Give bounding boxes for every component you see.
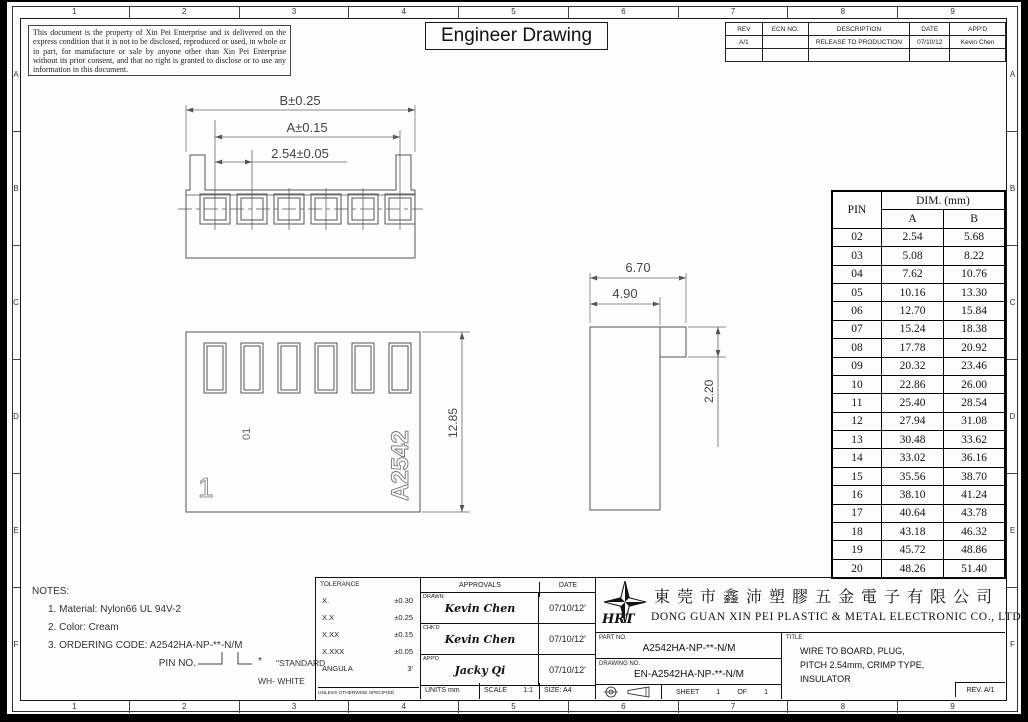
border-col-label: 6 <box>568 701 678 713</box>
dim-table-cell: 5.08 <box>881 247 943 265</box>
dim-table-cell: 27.94 <box>881 412 943 430</box>
revision-header-row <box>726 23 1006 36</box>
dim-table-cell: 28.54 <box>944 394 1005 412</box>
approval-role: DRAWN <box>423 594 444 600</box>
sheet-label: SHEET <box>676 688 700 696</box>
dim-table-row <box>832 228 1005 246</box>
border-col-label: 8 <box>787 701 897 713</box>
dim-table-row <box>832 283 1005 301</box>
border-col-label: 7 <box>678 6 788 18</box>
dim-table-cell: 20.92 <box>944 339 1005 357</box>
rev-table-row <box>726 36 1006 49</box>
drawing-no-label: DRAWING NO. <box>599 661 641 667</box>
dim-table-cell: 31.08 <box>944 412 1005 430</box>
dim-table-row <box>832 467 1005 485</box>
molded-label-01: 01 <box>241 427 253 440</box>
tolerance-value: ±0.25 <box>394 613 413 622</box>
dim-b-text: B±0.25 <box>279 93 321 108</box>
dim-table-cell: 11 <box>832 394 881 412</box>
dim-table-row <box>832 375 1005 393</box>
dim-table-cell: 03 <box>832 247 881 265</box>
note-item: 3. ORDERING CODE: A2542HA-NP-**-N/M <box>48 640 243 651</box>
rev-table-cell: RELEASE TO PRODUCTION <box>808 36 910 49</box>
dim-table-cell: 48.86 <box>944 541 1005 559</box>
dim-table-cell: 43.78 <box>944 504 1005 522</box>
rev-table-cell <box>726 49 763 62</box>
dim-table-cell: 13.30 <box>944 283 1005 301</box>
company-name-cn: 東莞市鑫沛塑膠五金電子有限公司 <box>654 589 1000 606</box>
front-slots <box>204 343 411 393</box>
border-col-label: 1 <box>72 7 77 16</box>
dim-table-cell: 8.22 <box>944 247 1005 265</box>
dim-table-row <box>832 339 1005 357</box>
part-no-label: PART NO. <box>599 635 627 641</box>
of-label: OF <box>737 688 748 696</box>
part-no-cell <box>596 633 782 659</box>
border-row-label: B <box>12 131 20 245</box>
dim-table-cell: 48.26 <box>881 559 943 578</box>
dim-table-row <box>832 449 1005 467</box>
approval-role: APP'D <box>423 656 440 662</box>
approval-row <box>421 593 596 624</box>
dim-tab-text: 2.20 <box>702 379 716 403</box>
border-col-label: 2 <box>129 701 239 713</box>
dim-table-cell: 15.24 <box>881 320 943 338</box>
dim-table-cell: 16 <box>832 486 881 504</box>
dim-table-cell: 09 <box>832 357 881 375</box>
tolerance-row <box>316 592 419 609</box>
dim-table-cell: 26.00 <box>944 375 1005 393</box>
dim-table-cell: 33.62 <box>944 431 1005 449</box>
border-col-label: 9 <box>897 6 1007 18</box>
rev-box: REV. A/1 <box>955 682 1005 697</box>
sheet-num: 1 <box>716 688 721 696</box>
dim-table-row <box>832 504 1005 522</box>
projection-cone-icon <box>627 686 653 698</box>
tolerance-row <box>316 626 419 643</box>
tolerance-value: 3' <box>407 664 413 673</box>
border-row-label: C <box>1007 245 1018 359</box>
size-label: SIZE: A4 <box>539 683 596 699</box>
scale-cell <box>479 683 539 699</box>
col-a-header: A <box>881 210 943 228</box>
dim-table-cell: 25.40 <box>881 394 943 412</box>
drawing-title-line: WIRE TO BOARD, PLUG, <box>800 646 905 656</box>
border-col-label: 5 <box>458 6 568 18</box>
dim-table-cell: 33.02 <box>881 449 943 467</box>
dim-table-cell: 12 <box>832 412 881 430</box>
star-label: * <box>258 656 262 667</box>
molded-label-model: A2542 <box>387 430 414 501</box>
approvals-header: APPROVALS <box>459 582 501 589</box>
front-body-outline <box>186 332 420 512</box>
border-col-label: 2 <box>129 6 239 18</box>
dim-table-cell: 06 <box>832 302 881 320</box>
dim-table-row <box>832 523 1005 541</box>
dim-table-row <box>832 486 1005 504</box>
approval-date: 07/10/12' <box>538 624 596 654</box>
dim-table-cell: 18 <box>832 523 881 541</box>
part-no-value: A2542HA-NP-**-N/M <box>642 643 736 654</box>
dim-body-text: 4.90 <box>612 286 638 301</box>
border-cols-top <box>20 6 1007 18</box>
dim-table-row <box>832 541 1005 559</box>
border-row-label: F <box>1007 587 1018 701</box>
front-view-drawing <box>180 325 480 520</box>
rev-table-row <box>726 49 1006 62</box>
vertical-centerlines <box>215 120 400 230</box>
approvals-header-row <box>421 578 596 593</box>
company-box <box>596 578 1025 633</box>
date-col-header: DATE <box>910 23 950 36</box>
border-row-label: C <box>12 245 20 359</box>
tolerance-value: ±0.30 <box>394 596 413 605</box>
dim-table-cell: 35.56 <box>881 467 943 485</box>
dim-table-cell: 20 <box>832 559 881 578</box>
dim-table-cell: 2.54 <box>881 228 943 246</box>
side-body-outline <box>590 327 660 510</box>
col-b-header: B <box>944 210 1005 228</box>
dim-table-cell: 07 <box>832 320 881 338</box>
border-row-label: D <box>12 359 20 473</box>
tolerance-box <box>316 578 421 699</box>
dim-table-cell: 41.24 <box>944 486 1005 504</box>
units-label: UNITS mm <box>425 687 460 694</box>
note-item: 1. Material: Nylon66 UL 94V-2 <box>48 604 182 615</box>
tolerance-value: ±0.15 <box>394 630 413 639</box>
dim-table-row <box>832 302 1005 320</box>
dim-table-cell: 14 <box>832 449 881 467</box>
rev-table-cell: Kevin Chen <box>950 36 1006 49</box>
approval-rows <box>421 593 596 686</box>
dim-table-cell: 02 <box>832 228 881 246</box>
border-col-label: 4 <box>348 701 458 713</box>
projection-circle-icon <box>604 686 618 698</box>
border-col-label: 7 <box>678 701 788 713</box>
scale-label: SCALE <box>484 687 507 694</box>
dim-table-cell: 15.84 <box>944 302 1005 320</box>
tolerance-row <box>316 609 419 626</box>
title-box <box>782 633 1005 699</box>
dim-mm-header: DIM. (mm) <box>881 191 1005 210</box>
border-col-label: 3 <box>239 701 349 713</box>
rev-col-header: REV <box>726 23 763 36</box>
notes-title: NOTES: <box>32 586 70 597</box>
border-row-label: E <box>12 473 20 587</box>
tolerance-key: ANGULA <box>322 664 353 673</box>
border-col-label: 5 <box>458 701 568 713</box>
dim-table-cell: 20.32 <box>881 357 943 375</box>
title-block <box>315 577 1025 701</box>
company-logo-text: HRT <box>602 612 635 627</box>
top-view-drawing <box>175 92 480 272</box>
scale-value: 1:1 <box>523 687 533 694</box>
company-name-en: DONG GUAN XIN PEI PLASTIC & METAL ELECTRONIC CO., LTD. <box>651 611 1025 623</box>
standard-label: "STANDARD <box>276 658 326 668</box>
border-cols-bottom <box>20 701 1007 713</box>
dim-table-cell: 13 <box>832 431 881 449</box>
dim-table-cell: 23.46 <box>944 357 1005 375</box>
side-tab-outline <box>660 327 686 357</box>
rev-table-cell <box>762 49 808 62</box>
dim-table-cell: 08 <box>832 339 881 357</box>
dim-table-row <box>832 320 1005 338</box>
approvals-box <box>421 578 596 699</box>
dim-table-cell: 15 <box>832 467 881 485</box>
border-col-label: 1 <box>72 702 77 711</box>
pin-no-label: PIN NO. <box>158 658 196 669</box>
approval-date: 07/10/12' <box>538 655 596 685</box>
dim-table-row <box>832 357 1005 375</box>
rev-table-body <box>726 36 1006 62</box>
approval-signature: Kevin Chen <box>444 633 516 646</box>
tolerance-key: X.XXX <box>322 647 345 656</box>
dim-table-cell: 10.76 <box>944 265 1005 283</box>
dim-table-row <box>832 247 1005 265</box>
dim-table-cell: 43.18 <box>881 523 943 541</box>
tolerance-row <box>316 643 419 660</box>
border-col-label: 9 <box>897 701 1007 713</box>
title-label: TITLE: <box>786 635 805 641</box>
dim-table-row <box>832 394 1005 412</box>
sheet-cell <box>662 685 782 699</box>
revision-table <box>725 22 1006 62</box>
dim-table-cell: 40.64 <box>881 504 943 522</box>
tolerance-row <box>316 660 419 677</box>
tolerance-footer: UNLESS OTHERWISE SPECIFIED <box>318 687 419 696</box>
dim-table-cell: 05 <box>832 283 881 301</box>
dim-tab-extension-lines <box>688 327 726 357</box>
rev-table-cell <box>950 49 1006 62</box>
tolerance-title: TOLERANCE <box>320 581 360 588</box>
tolerance-key: X. <box>322 596 330 605</box>
dim-table-cell: 19 <box>832 541 881 559</box>
dim-table-cell: 10 <box>832 375 881 393</box>
date-header: DATE <box>539 582 596 597</box>
units-row <box>421 683 596 699</box>
border-col-label: 4 <box>348 6 458 18</box>
approval-signature: Kevin Chen <box>444 602 516 615</box>
approval-role: CHK'D <box>423 625 440 631</box>
border-row-label: A <box>13 70 19 79</box>
dim-total-text: 6.70 <box>625 260 651 275</box>
rev-table-cell: A/1 <box>726 36 763 49</box>
rev-table-cell <box>910 49 950 62</box>
dim-table-row <box>832 265 1005 283</box>
border-rows-right <box>1007 18 1018 701</box>
tolerance-value: ±0.05 <box>394 647 413 656</box>
dim-table-cell: 38.70 <box>944 467 1005 485</box>
rev-table-cell <box>808 49 910 62</box>
dim-table-cell: 5.68 <box>944 228 1005 246</box>
dim-table-cell: 10.16 <box>881 283 943 301</box>
rev-table-cell <box>762 36 808 49</box>
dim-table-cell: 51.40 <box>944 559 1005 578</box>
description-col-header: DESCRIPTION <box>808 23 910 36</box>
dim-a-text: A±0.15 <box>286 120 328 135</box>
dim-table-cell: 30.48 <box>881 431 943 449</box>
border-col-label: 6 <box>568 6 678 18</box>
dim-table-cell: 7.62 <box>881 265 943 283</box>
dim-table-row <box>832 559 1005 578</box>
dim-table-body <box>832 228 1005 578</box>
dim-table-cell: 18.38 <box>944 320 1005 338</box>
approval-row <box>421 655 596 686</box>
dim-table-cell: 17 <box>832 504 881 522</box>
sheet-total: 1 <box>764 688 768 696</box>
border-row-label: E <box>1007 473 1018 587</box>
drawing-title-line: INSULATOR <box>800 674 851 684</box>
dim-table-cell: 04 <box>832 265 881 283</box>
approval-signature: Jacky Qi <box>454 664 506 677</box>
projection-symbols-cell <box>596 685 662 699</box>
sheet-row <box>596 685 782 699</box>
page-title: Engineer Drawing <box>425 22 608 50</box>
dim-table-cell: 46.32 <box>944 523 1005 541</box>
molded-label-1: 1 <box>198 472 214 503</box>
border-row-label: A <box>1009 70 1016 79</box>
part-box <box>596 633 782 699</box>
approval-row <box>421 624 596 655</box>
dim-table-cell: 17.78 <box>881 339 943 357</box>
border-col-label: 8 <box>787 6 897 18</box>
side-view-drawing <box>565 255 745 515</box>
dim-height-text: 12.85 <box>446 407 460 438</box>
rev-table-cell: 07/10/12 <box>910 36 950 49</box>
border-row-label: F <box>12 587 20 701</box>
dim-table-row <box>832 412 1005 430</box>
tolerance-key: X.X <box>322 613 335 622</box>
ecn-col-header: ECN NO. <box>762 23 808 36</box>
dim-table-cell: 22.86 <box>881 375 943 393</box>
border-col-label: 3 <box>239 6 349 18</box>
border-rows-left <box>12 18 20 701</box>
appd-col-header: APP'D <box>950 23 1006 36</box>
dimension-table <box>831 190 1006 579</box>
pin-header: PIN <box>832 191 881 228</box>
dim-pitch-text: 2.54±0.05 <box>271 146 329 161</box>
drawing-no-cell <box>596 659 782 685</box>
tolerance-rows <box>316 592 419 677</box>
dim-table-row <box>832 431 1005 449</box>
dim-total-extension-lines <box>590 273 686 323</box>
dim-table-cell: 38.10 <box>881 486 943 504</box>
white-label: WH- WHITE <box>258 676 305 686</box>
property-disclaimer: This document is the property of Xin Pei Enterprise and is delivered on the express condition that it is not to be disclosed, reproduced or used, in whole or in part, for manufacture or sale by anyone other than Xin Pei Enterprise without its prior consent, and that no right is granted to disclose or to use any information in this document. <box>28 25 291 76</box>
dim-header-row-1 <box>832 191 1005 210</box>
tolerance-key: X.XX <box>322 630 340 639</box>
dim-table-cell: 36.16 <box>944 449 1005 467</box>
dim-table-cell: 12.70 <box>881 302 943 320</box>
approval-date: 07/10/12' <box>538 593 596 623</box>
note-item: 2. Color: Cream <box>48 622 119 633</box>
border-row-label: B <box>1007 131 1018 245</box>
dim-table-cell: 45.72 <box>881 541 943 559</box>
drawing-no-value: EN-A2542HA-NP-**-N/M <box>633 669 745 680</box>
drawing-title-line: PITCH 2.54mm, CRIMP TYPE, <box>800 660 925 670</box>
border-row-label: D <box>1007 359 1018 473</box>
